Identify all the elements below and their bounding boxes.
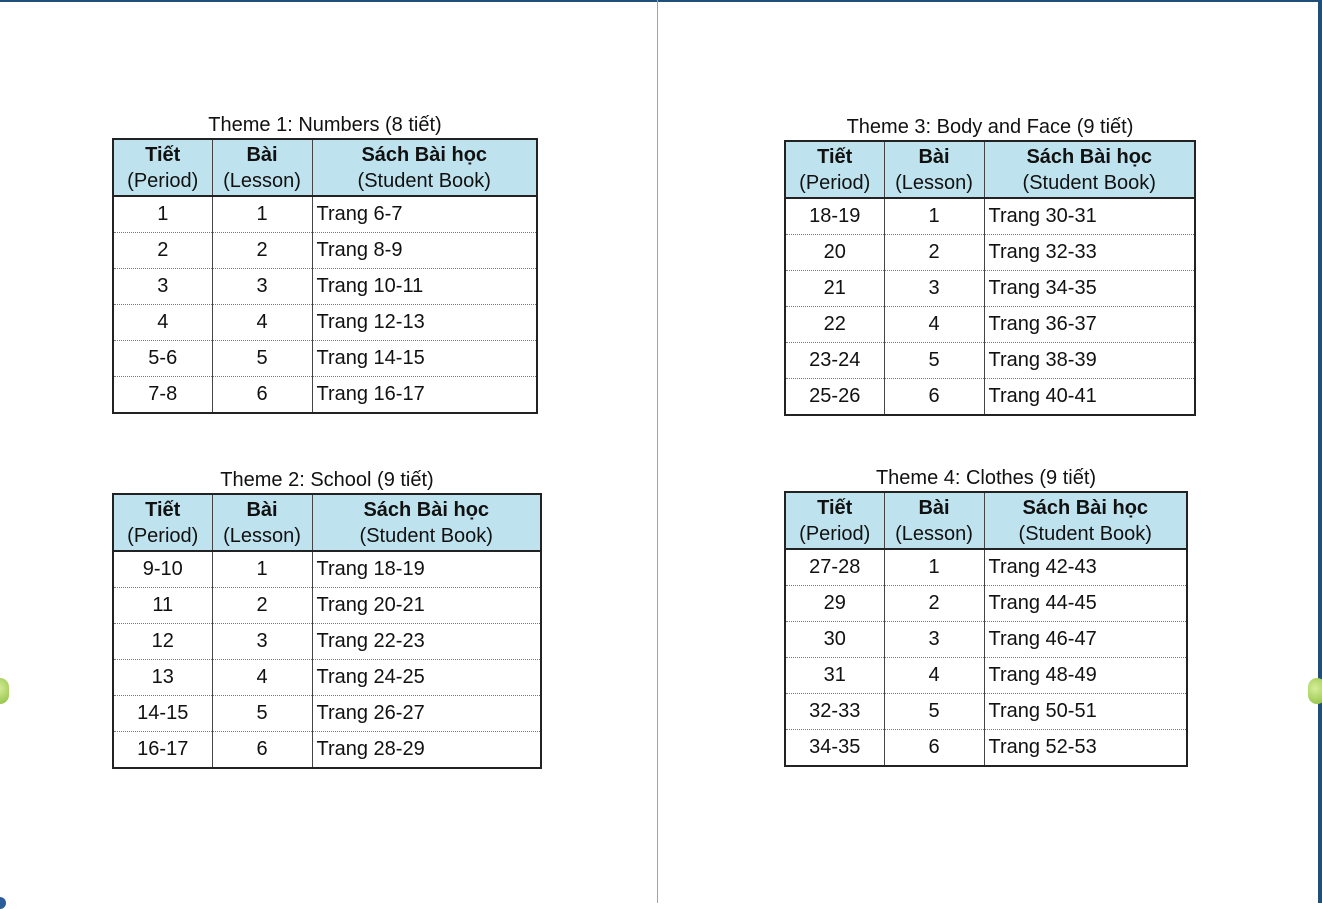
pages-cell: Trang 10-11 <box>312 269 537 305</box>
header-lesson <box>884 141 984 198</box>
header-period-label: Tiết <box>145 499 181 521</box>
header-lesson-sub: (Lesson) <box>895 523 973 545</box>
header-book-sub: (Student Book) <box>1022 172 1156 194</box>
period-cell: 5-6 <box>113 341 212 377</box>
pages-cell: Trang 40-41 <box>984 379 1195 416</box>
theme-title: Theme 1: Numbers (8 tiết) <box>208 114 442 136</box>
table-row <box>785 343 1195 379</box>
header-period <box>113 494 212 551</box>
header-period-sub: (Period) <box>127 170 199 192</box>
window-right-border <box>1318 0 1322 903</box>
period-cell: 7-8 <box>113 377 212 414</box>
pages-cell: Trang 46-47 <box>984 622 1187 658</box>
header-lesson-sub: (Lesson) <box>223 525 301 547</box>
table-row <box>785 622 1187 658</box>
header-lesson-label: Bài <box>246 499 278 521</box>
period-cell: 4 <box>113 305 212 341</box>
header-period-sub: (Period) <box>799 172 871 194</box>
lesson-cell: 4 <box>884 658 984 694</box>
pages-cell: Trang 6-7 <box>312 196 537 233</box>
lesson-cell: 6 <box>884 379 984 416</box>
table-row <box>785 549 1187 586</box>
table-row <box>113 624 541 660</box>
lesson-cell: 6 <box>212 377 312 414</box>
period-cell: 13 <box>113 660 212 696</box>
header-book-label: Sách Bài học <box>1022 497 1149 519</box>
table-row <box>113 269 537 305</box>
pages-cell: Trang 36-37 <box>984 307 1195 343</box>
period-cell: 20 <box>785 235 884 271</box>
pages-cell: Trang 34-35 <box>984 271 1195 307</box>
header-period-label: Tiết <box>817 146 853 168</box>
pages-cell: Trang 24-25 <box>312 660 541 696</box>
header-book-sub: (Student Book) <box>359 525 493 547</box>
header-row <box>113 494 541 551</box>
table-row <box>785 271 1195 307</box>
table-row <box>785 730 1187 767</box>
lesson-cell: 5 <box>212 341 312 377</box>
theme-title: Theme 2: School (9 tiết) <box>220 469 434 491</box>
header-lesson-sub: (Lesson) <box>223 170 301 192</box>
lesson-cell: 3 <box>212 624 312 660</box>
header-book <box>312 494 541 551</box>
lesson-cell: 5 <box>884 343 984 379</box>
header-book-sub: (Student Book) <box>1018 523 1152 545</box>
table-row <box>113 696 541 732</box>
header-lesson-label: Bài <box>918 497 950 519</box>
table-row <box>113 660 541 696</box>
pages-cell: Trang 50-51 <box>984 694 1187 730</box>
period-cell: 14-15 <box>113 696 212 732</box>
lesson-cell: 1 <box>212 551 312 588</box>
header-lesson-label: Bài <box>246 144 278 166</box>
table-row <box>785 658 1187 694</box>
header-period-label: Tiết <box>145 144 181 166</box>
pages-cell: Trang 18-19 <box>312 551 541 588</box>
lesson-cell: 5 <box>884 694 984 730</box>
theme-block-2 <box>112 467 542 769</box>
header-book-sub: (Student Book) <box>357 170 491 192</box>
pages-cell: Trang 38-39 <box>984 343 1195 379</box>
corner-scroll-icon <box>0 897 6 909</box>
nav-next-arrow-icon[interactable] <box>1308 678 1322 704</box>
period-cell: 27-28 <box>785 549 884 586</box>
table-row <box>113 341 537 377</box>
header-period-sub: (Period) <box>127 525 199 547</box>
header-lesson <box>212 494 312 551</box>
pages-cell: Trang 20-21 <box>312 588 541 624</box>
lesson-cell: 4 <box>212 660 312 696</box>
period-cell: 30 <box>785 622 884 658</box>
header-book-label: Sách Bài học <box>1026 146 1153 168</box>
header-period <box>785 492 884 549</box>
table-row <box>113 551 541 588</box>
theme-title: Theme 4: Clothes (9 tiết) <box>875 467 1097 489</box>
lesson-cell: 2 <box>884 586 984 622</box>
pages-cell: Trang 48-49 <box>984 658 1187 694</box>
table-row <box>113 305 537 341</box>
table-row <box>113 377 537 414</box>
lesson-cell: 3 <box>212 269 312 305</box>
header-period <box>113 139 212 196</box>
header-lesson <box>212 139 312 196</box>
pages-cell: Trang 8-9 <box>312 233 537 269</box>
lesson-table <box>784 140 1196 416</box>
table-row <box>113 732 541 769</box>
theme-block-3 <box>784 114 1196 416</box>
lesson-table <box>112 493 542 769</box>
period-cell: 3 <box>113 269 212 305</box>
header-lesson <box>884 492 984 549</box>
page-divider <box>657 0 658 903</box>
lesson-cell: 5 <box>212 696 312 732</box>
header-period-sub: (Period) <box>799 523 871 545</box>
header-lesson-label: Bài <box>918 146 950 168</box>
header-book-label: Sách Bài học <box>363 499 490 521</box>
lesson-cell: 3 <box>884 271 984 307</box>
header-book-label: Sách Bài học <box>361 144 488 166</box>
header-row <box>785 492 1187 549</box>
header-period <box>785 141 884 198</box>
period-cell: 16-17 <box>113 732 212 769</box>
header-row <box>785 141 1195 198</box>
lesson-cell: 3 <box>884 622 984 658</box>
theme-title: Theme 3: Body and Face (9 tiết) <box>846 116 1134 138</box>
lesson-cell: 4 <box>212 305 312 341</box>
lesson-cell: 1 <box>884 198 984 235</box>
table-row <box>785 694 1187 730</box>
period-cell: 31 <box>785 658 884 694</box>
lesson-cell: 2 <box>884 235 984 271</box>
pages-cell: Trang 52-53 <box>984 730 1187 767</box>
period-cell: 9-10 <box>113 551 212 588</box>
period-cell: 25-26 <box>785 379 884 416</box>
pages-cell: Trang 26-27 <box>312 696 541 732</box>
table-row <box>785 235 1195 271</box>
header-book <box>984 141 1195 198</box>
table-row <box>113 196 537 233</box>
period-cell: 21 <box>785 271 884 307</box>
table-row <box>113 233 537 269</box>
lesson-cell: 2 <box>212 588 312 624</box>
pages-cell: Trang 12-13 <box>312 305 537 341</box>
lesson-cell: 1 <box>212 196 312 233</box>
pages-cell: Trang 30-31 <box>984 198 1195 235</box>
period-cell: 12 <box>113 624 212 660</box>
period-cell: 34-35 <box>785 730 884 767</box>
header-period-label: Tiết <box>817 497 853 519</box>
table-row <box>785 586 1187 622</box>
lesson-cell: 2 <box>212 233 312 269</box>
header-lesson-sub: (Lesson) <box>895 172 973 194</box>
lesson-cell: 4 <box>884 307 984 343</box>
pages-cell: Trang 28-29 <box>312 732 541 769</box>
table-row <box>785 379 1195 416</box>
lesson-table <box>112 138 538 414</box>
theme-block-1 <box>112 112 538 414</box>
table-row <box>785 307 1195 343</box>
lesson-cell: 6 <box>212 732 312 769</box>
theme-block-4 <box>784 465 1188 767</box>
window-top-border <box>0 0 1322 2</box>
period-cell: 32-33 <box>785 694 884 730</box>
lesson-table <box>784 491 1188 767</box>
lesson-cell: 1 <box>884 549 984 586</box>
pages-cell: Trang 16-17 <box>312 377 537 414</box>
table-row <box>785 198 1195 235</box>
pages-cell: Trang 42-43 <box>984 549 1187 586</box>
table-row <box>113 588 541 624</box>
pages-cell: Trang 32-33 <box>984 235 1195 271</box>
lesson-cell: 6 <box>884 730 984 767</box>
period-cell: 2 <box>113 233 212 269</box>
nav-prev-arrow-icon[interactable] <box>0 678 9 704</box>
period-cell: 18-19 <box>785 198 884 235</box>
header-row <box>113 139 537 196</box>
pages-cell: Trang 22-23 <box>312 624 541 660</box>
period-cell: 22 <box>785 307 884 343</box>
header-book <box>312 139 537 196</box>
period-cell: 1 <box>113 196 212 233</box>
period-cell: 29 <box>785 586 884 622</box>
period-cell: 11 <box>113 588 212 624</box>
period-cell: 23-24 <box>785 343 884 379</box>
pages-cell: Trang 44-45 <box>984 586 1187 622</box>
header-book <box>984 492 1187 549</box>
pages-cell: Trang 14-15 <box>312 341 537 377</box>
